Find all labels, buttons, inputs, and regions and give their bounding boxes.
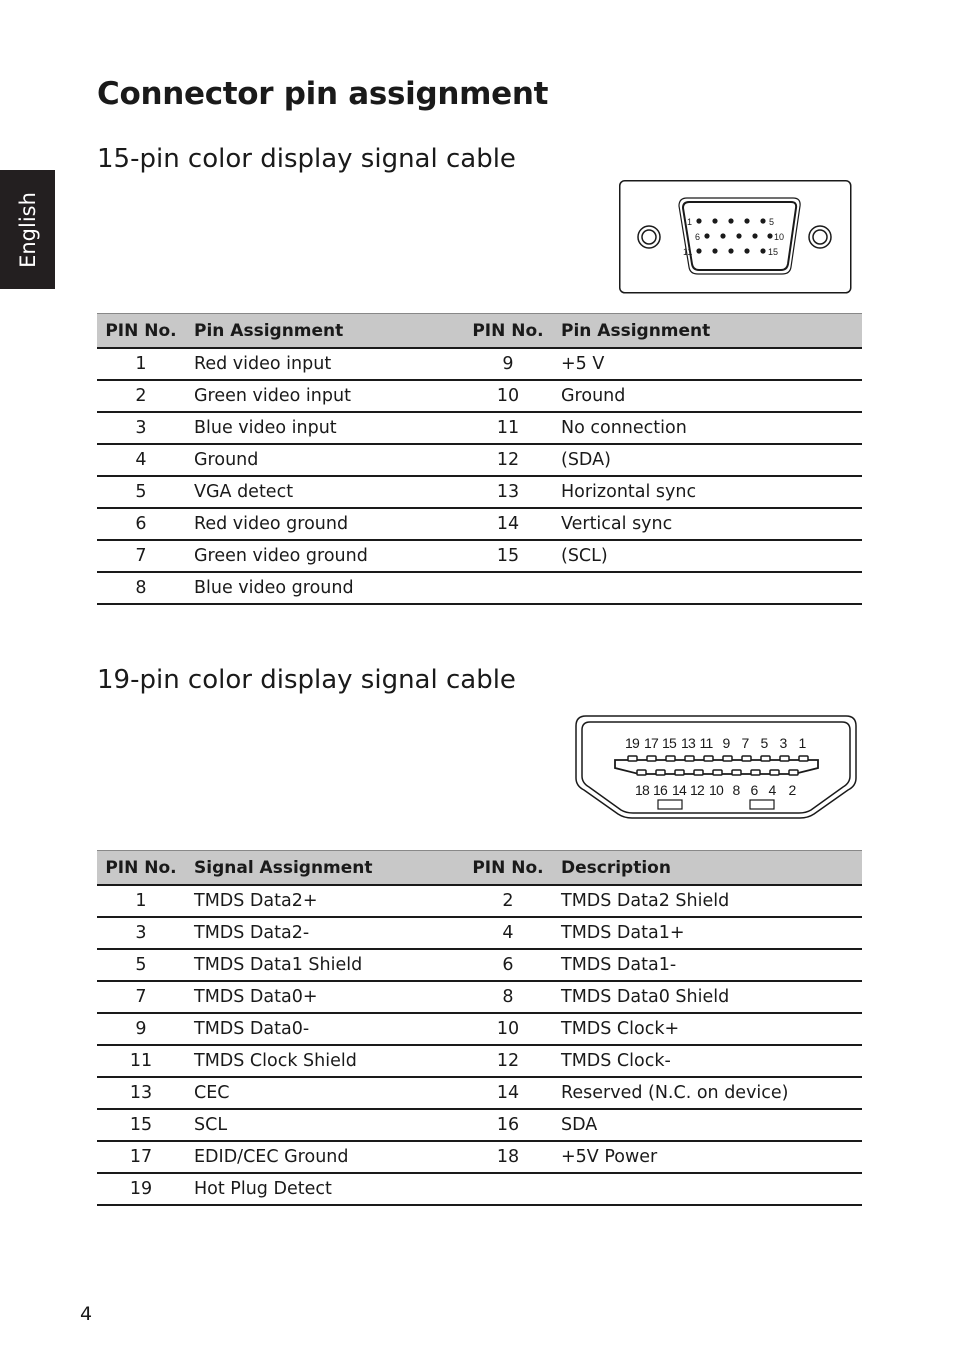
column-header: Pin Assignment <box>552 314 862 349</box>
assignment-cell: (SCL) <box>552 540 862 572</box>
vga-pin-table <box>97 313 862 605</box>
table-row <box>97 1173 862 1205</box>
pin-number-cell: 14 <box>464 1077 552 1109</box>
assignment-cell: TMDS Data1 Shield <box>185 949 464 981</box>
hdmi-pin-label: 10 <box>709 782 723 798</box>
assignment-cell: TMDS Data2- <box>185 917 464 949</box>
hdmi-pin-label: 3 <box>779 735 787 751</box>
pin-number-cell: 2 <box>97 380 185 412</box>
table-row <box>97 1077 862 1109</box>
table-row <box>97 1013 862 1045</box>
column-header: PIN No. <box>464 314 552 349</box>
pin-number-cell: 16 <box>464 1109 552 1141</box>
page-number: 4 <box>80 1303 93 1325</box>
column-header: Signal Assignment <box>185 851 464 886</box>
table-row <box>97 885 862 917</box>
pin-number-cell: 4 <box>97 444 185 476</box>
language-tab <box>0 170 55 289</box>
hdmi-pin-label: 17 <box>644 735 658 751</box>
assignment-cell: (SDA) <box>552 444 862 476</box>
pin-number-cell: 13 <box>97 1077 185 1109</box>
pin-number-cell: 13 <box>464 476 552 508</box>
assignment-cell: TMDS Clock Shield <box>185 1045 464 1077</box>
pin-number-cell: 9 <box>464 348 552 380</box>
pin-number-cell: 11 <box>97 1045 185 1077</box>
table-row <box>97 348 862 380</box>
language-tab-label: English <box>15 191 40 268</box>
table-row <box>97 380 862 412</box>
hdmi-pin-label: 1 <box>798 735 806 751</box>
assignment-cell: TMDS Data0+ <box>185 981 464 1013</box>
table-row <box>97 981 862 1013</box>
hdmi-pin-label: 12 <box>690 782 704 798</box>
hdmi-pin-label: 15 <box>662 735 676 751</box>
table-row <box>97 949 862 981</box>
assignment-cell: SDA <box>552 1109 862 1141</box>
assignment-cell: TMDS Data2+ <box>185 885 464 917</box>
assignment-cell: CEC <box>185 1077 464 1109</box>
pin-number-cell: 15 <box>464 540 552 572</box>
hdmi-pin-label: 8 <box>732 782 740 798</box>
assignment-cell: VGA detect <box>185 476 464 508</box>
pin-number-cell: 12 <box>464 1045 552 1077</box>
assignment-cell: Blue video ground <box>185 572 464 604</box>
pin-number-cell: 6 <box>464 949 552 981</box>
pin-number-cell: 17 <box>97 1141 185 1173</box>
table-row <box>97 572 862 604</box>
vga-pin-label: 5 <box>769 217 775 227</box>
vga-section-heading: 15-pin color display signal cable <box>97 144 516 174</box>
pin-number-cell: 12 <box>464 444 552 476</box>
table-header-row <box>97 314 862 349</box>
pin-number-cell <box>464 572 552 604</box>
hdmi-pin-label: 16 <box>653 782 667 798</box>
column-header: PIN No. <box>97 851 185 886</box>
assignment-cell: TMDS Data1+ <box>552 917 862 949</box>
table-row <box>97 508 862 540</box>
assignment-cell: TMDS Data1- <box>552 949 862 981</box>
assignment-cell: Hot Plug Detect <box>185 1173 464 1205</box>
pin-number-cell: 7 <box>97 540 185 572</box>
pin-number-cell: 4 <box>464 917 552 949</box>
assignment-cell: No connection <box>552 412 862 444</box>
assignment-cell: +5V Power <box>552 1141 862 1173</box>
assignment-cell <box>552 1173 862 1205</box>
page-title: Connector pin assignment <box>97 76 549 112</box>
assignment-cell: TMDS Clock+ <box>552 1013 862 1045</box>
hdmi-pin-label: 4 <box>768 782 776 798</box>
table-row <box>97 540 862 572</box>
table-row <box>97 1109 862 1141</box>
hdmi-pin-label: 6 <box>750 782 758 798</box>
table-row <box>97 917 862 949</box>
pin-number-cell: 14 <box>464 508 552 540</box>
hdmi-pin-label: 19 <box>625 735 639 751</box>
vga-pin-label: 6 <box>695 232 701 242</box>
pin-number-cell: 8 <box>97 572 185 604</box>
assignment-cell: TMDS Data0- <box>185 1013 464 1045</box>
pin-number-cell: 19 <box>97 1173 185 1205</box>
table-header-row <box>97 851 862 886</box>
assignment-cell: Reserved (N.C. on device) <box>552 1077 862 1109</box>
pin-number-cell: 15 <box>97 1109 185 1141</box>
hdmi-pin-label: 13 <box>681 735 695 751</box>
pin-number-cell: 9 <box>97 1013 185 1045</box>
pin-number-cell: 3 <box>97 412 185 444</box>
pin-number-cell: 11 <box>464 412 552 444</box>
column-header: Pin Assignment <box>185 314 464 349</box>
assignment-cell: Green video input <box>185 380 464 412</box>
hdmi-pin-label: 5 <box>760 735 768 751</box>
hdmi-pin-label: 2 <box>788 782 796 798</box>
assignment-cell: EDID/CEC Ground <box>185 1141 464 1173</box>
hdmi-pin-label: 9 <box>722 735 730 751</box>
assignment-cell: TMDS Data2 Shield <box>552 885 862 917</box>
vga-pin-label: 10 <box>774 232 785 242</box>
table-row <box>97 444 862 476</box>
pin-number-cell: 10 <box>464 380 552 412</box>
vga-pin-label: 15 <box>768 247 779 257</box>
vga-connector-diagram <box>619 180 852 295</box>
hdmi-pin-label: 11 <box>699 735 713 751</box>
pin-number-cell: 18 <box>464 1141 552 1173</box>
table-row <box>97 1045 862 1077</box>
pin-number-cell: 5 <box>97 476 185 508</box>
hdmi-section-heading: 19-pin color display signal cable <box>97 665 516 695</box>
table-row <box>97 1141 862 1173</box>
pin-number-cell: 3 <box>97 917 185 949</box>
table-row <box>97 476 862 508</box>
assignment-cell: Red video ground <box>185 508 464 540</box>
assignment-cell: TMDS Data0 Shield <box>552 981 862 1013</box>
assignment-cell: Ground <box>552 380 862 412</box>
hdmi-pin-label: 18 <box>635 782 649 798</box>
assignment-cell: Blue video input <box>185 412 464 444</box>
hdmi-pin-label: 14 <box>672 782 686 798</box>
hdmi-pin-table <box>97 850 862 1206</box>
hdmi-pin-label: 7 <box>741 735 749 751</box>
column-header: PIN No. <box>464 851 552 886</box>
pin-number-cell <box>464 1173 552 1205</box>
assignment-cell: SCL <box>185 1109 464 1141</box>
assignment-cell: Horizontal sync <box>552 476 862 508</box>
pin-number-cell: 1 <box>97 348 185 380</box>
pin-number-cell: 10 <box>464 1013 552 1045</box>
pin-number-cell: 6 <box>97 508 185 540</box>
pin-number-cell: 5 <box>97 949 185 981</box>
assignment-cell: TMDS Clock- <box>552 1045 862 1077</box>
assignment-cell: Ground <box>185 444 464 476</box>
table-row <box>97 412 862 444</box>
pin-number-cell: 7 <box>97 981 185 1013</box>
pin-number-cell: 8 <box>464 981 552 1013</box>
assignment-cell <box>552 572 862 604</box>
pin-number-cell: 1 <box>97 885 185 917</box>
vga-pin-label: 1 <box>687 217 693 227</box>
assignment-cell: Vertical sync <box>552 508 862 540</box>
column-header: PIN No. <box>97 314 185 349</box>
assignment-cell: Red video input <box>185 348 464 380</box>
pin-number-cell: 2 <box>464 885 552 917</box>
vga-pin-label: 11 <box>683 247 693 257</box>
column-header: Description <box>552 851 862 886</box>
assignment-cell: Green video ground <box>185 540 464 572</box>
hdmi-connector-diagram <box>574 714 858 820</box>
assignment-cell: +5 V <box>552 348 862 380</box>
